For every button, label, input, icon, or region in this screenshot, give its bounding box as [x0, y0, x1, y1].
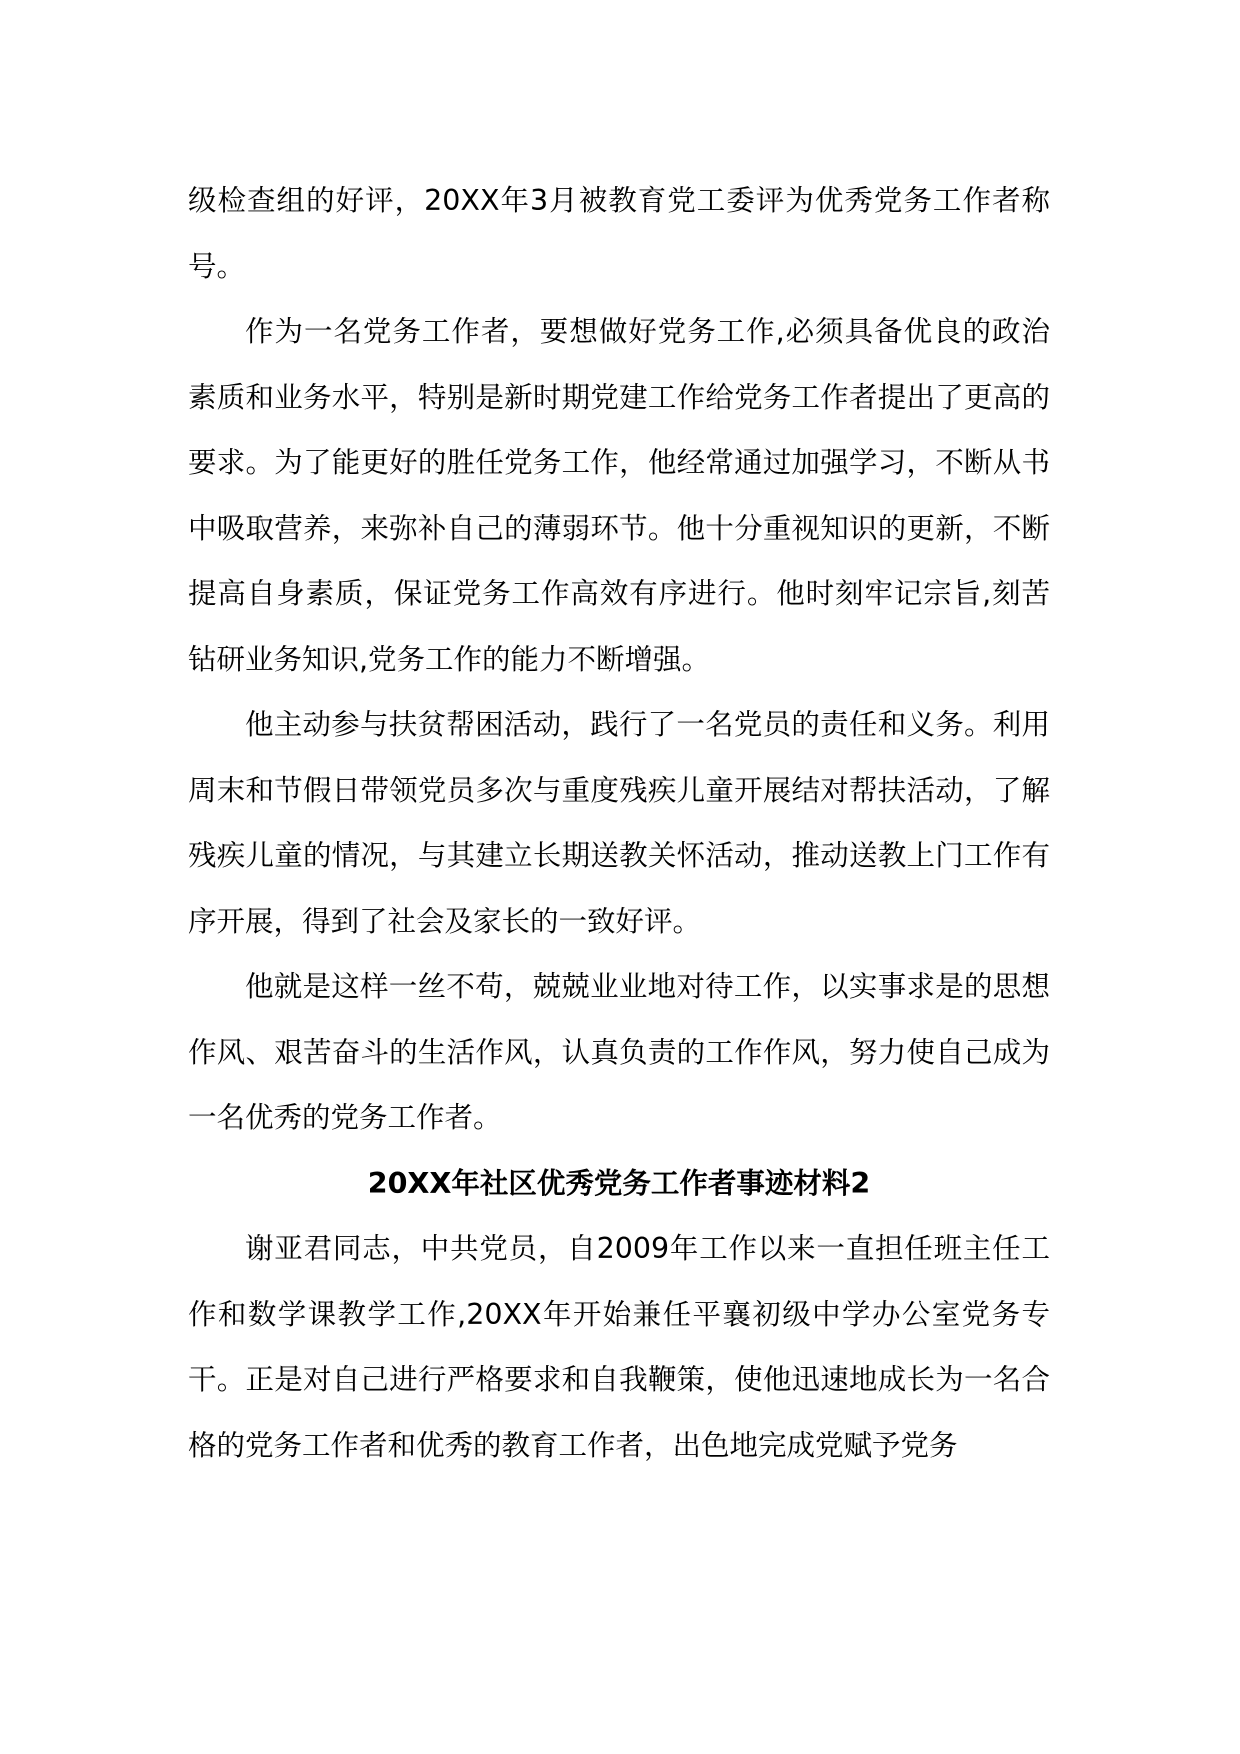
paragraph-introduction: 谢亚君同志，中共党员，自2009年工作以来一直担任班主任工作和数学课教学工作,20XX年开始兼任平襄初级中学办公室党务专干。正是对自己进行严格要求和自我鞭策，使他迅速地成长为一名合格的党务工作者和优秀的教育工作者，出色地完成党赋予党务	[188, 1232, 1050, 1462]
section-heading: 20XX年社区优秀党务工作者事迹材料2	[367, 1166, 871, 1200]
paragraph-poverty-relief: 他主动参与扶贫帮困活动，践行了一名党员的责任和义务。利用周末和节假日带领党员多次与重度残疾儿童开展结对帮扶活动，了解残疾儿童的情况，与其建立长期送教关怀活动，推动送教上门工作有序开展，得到了社会及家长的一致好评。	[188, 708, 1050, 938]
paragraph-continuation: 级检查组的好评，20XX年3月被教育党工委评为优秀党务工作者称号。	[188, 184, 1050, 283]
document-body	[188, 168, 1050, 1478]
paragraph-qualities: 作为一名党务工作者，要想做好党务工作,必须具备优良的政治素质和业务水平，特别是新时期党建工作给党务工作者提出了更高的要求。为了能更好的胜任党务工作，他经常通过加强学习，不断从书中吸取营养，来弥补自己的薄弱环节。他十分重视知识的更新，不断提高自身素质，保证党务工作高效有序进行。他时刻牢记宗旨,刻苦钻研业务知识,党务工作的能力不断增强。	[188, 315, 1050, 676]
paragraph-conclusion: 他就是这样一丝不苟，兢兢业业地对待工作，以实事求是的思想作风、艰苦奋斗的生活作风，认真负责的工作作风，努力使自己成为一名优秀的党务工作者。	[188, 970, 1050, 1134]
